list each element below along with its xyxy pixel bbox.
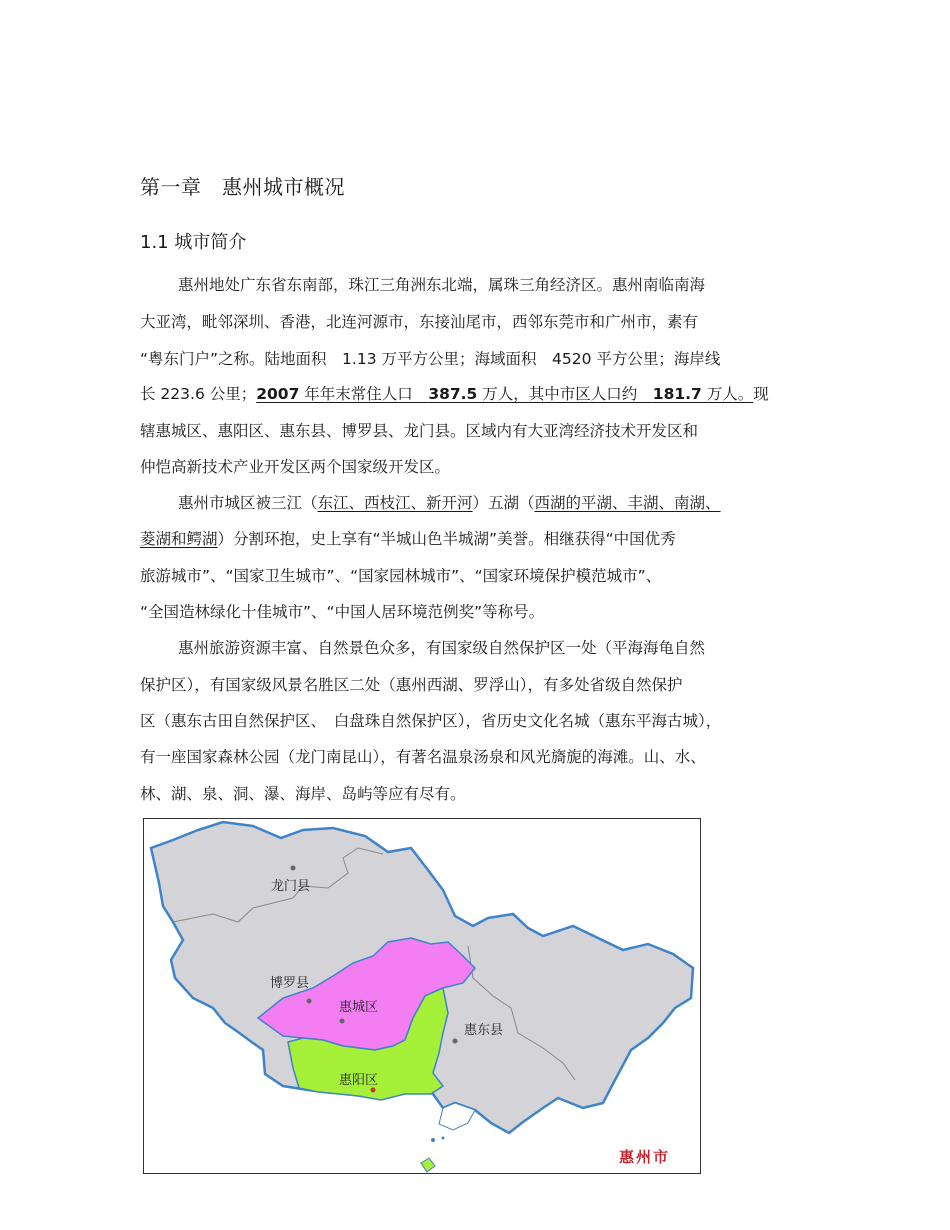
p1-l4-e: 万人，其中市区人口约 — [477, 385, 653, 403]
map-label-huicheng: 惠城区 — [339, 1000, 379, 1015]
population-total: 387.5 — [428, 385, 478, 403]
p2-line-3: 旅游城市”、“国家卫生城市”、“国家园林城市”、“国家环境保护模范城市”、 — [140, 567, 662, 585]
p1-l4-g: 万人。 — [701, 385, 754, 403]
p3-line-1: 惠州旅游资源丰富、自然景色众多，有国家级自然保护区一处（平海海龟自然 — [178, 639, 706, 657]
map-dot-huidong — [453, 1039, 458, 1044]
p1-line-6: 仲恺高新技术产业开发区两个国家级开发区。 — [140, 458, 451, 476]
five-lakes-part-2: 菱湖和鳄湖 — [140, 530, 218, 548]
p3-line-3: 区（惠东古田自然保护区、 白盘珠自然保护区），省历史文化名城（惠东平海古城）， — [140, 712, 722, 730]
five-lakes-part-1: 西湖的平湖、丰湖、南湖、 — [534, 494, 721, 512]
map-island — [442, 1137, 445, 1140]
map-dot-longmen — [291, 866, 296, 871]
section-title: 1.1 城市简介 — [140, 232, 247, 253]
p2-line-2 — [140, 529, 676, 549]
map-label-boluo: 博罗县 — [270, 976, 310, 991]
chapter-title: 第一章 惠州城市概况 — [140, 175, 345, 199]
p2-l1-c: ）五湖（ — [472, 494, 535, 512]
population-urban: 181.7 — [652, 385, 702, 403]
map-title-seal: 惠州市 — [619, 1148, 671, 1166]
p1-l4-h: 现 — [753, 385, 769, 403]
huizhou-district-map — [143, 818, 701, 1174]
p1-line-5: 辖惠城区、惠阳区、惠东县、博罗县、龙门县。区域内有大亚湾经济技术开发区和 — [140, 422, 699, 440]
map-label-huiyang: 惠阳区 — [339, 1073, 379, 1088]
map-dot-huiyang — [371, 1088, 376, 1093]
p2-line-4: “全国造林绿化十佳城市”、“中国人居环境范例奖”等称号。 — [140, 603, 545, 621]
p1-line-2: 大亚湾，毗邻深圳、香港，北连河源市，东接汕尾市，西邻东莞市和广州市，素有 — [140, 313, 699, 331]
map-label-longmen: 龙门县 — [271, 879, 311, 894]
p2-l2-b: ）分割环抱，史上享有“半城山色半城湖”美誉。相继获得“中国优秀 — [217, 530, 676, 548]
map-dot-huicheng — [340, 1019, 345, 1024]
map-island — [431, 1138, 435, 1142]
p1-l4-c: 年年末常住人口 — [299, 385, 429, 403]
year-2007: 2007 — [256, 385, 300, 403]
p1-line-1: 惠州地处广东省东南部，珠江三角洲东北端，属珠三角经济区。惠州南临南海 — [178, 276, 706, 294]
p3-line-5: 林、湖、泉、洞、瀑、海岸、岛屿等应有尽有。 — [140, 785, 466, 803]
three-rivers: 东江、西枝江、新开河 — [317, 494, 473, 512]
map-dot-boluo — [307, 999, 312, 1004]
p1-l4-a: 长 223.6 公里； — [140, 385, 257, 403]
p2-line-1 — [178, 493, 721, 513]
p3-line-4: 有一座国家森林公园（龙门南昆山），有著名温泉汤泉和风光旖旎的海滩。山、水、 — [140, 748, 706, 766]
p3-line-2: 保护区），有国家级风景名胜区二处（惠州西湖、罗浮山），有多处省级自然保护 — [140, 676, 683, 694]
population-statement — [256, 385, 753, 403]
p1-line-3: “粤东门户”之称。陆地面积 1.13 万平方公里；海域面积 4520 平方公里；海岸线 — [140, 350, 721, 368]
map-label-huidong: 惠东县 — [464, 1023, 504, 1038]
p1-line-4 — [140, 384, 769, 404]
p2-l1-a: 惠州市城区被三江（ — [178, 494, 318, 512]
